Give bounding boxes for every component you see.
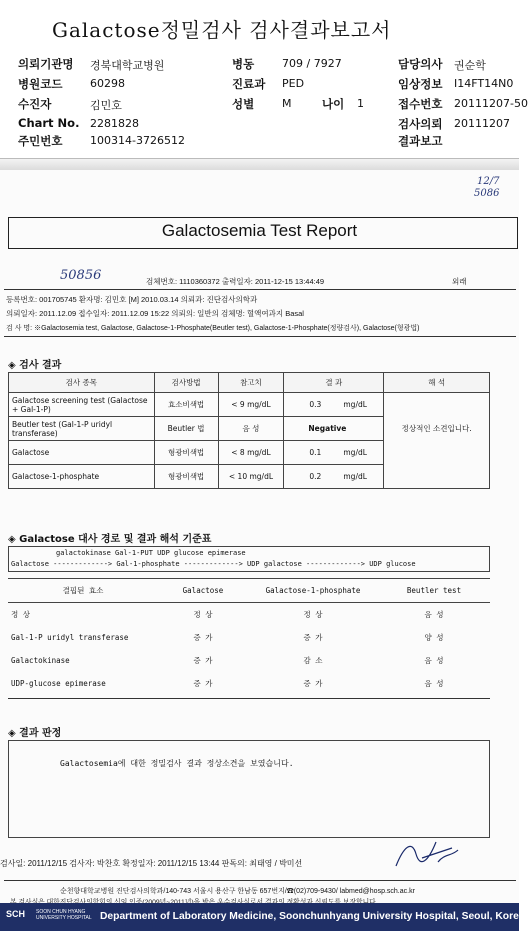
col-interpretation: 해 석: [384, 373, 490, 393]
cell-ref: < 9 mg/dL: [218, 393, 284, 417]
label-institution: 의뢰기관명: [18, 57, 74, 71]
cell-ref: < 8 mg/dL: [218, 441, 284, 465]
cell-beutler: 음 성: [424, 655, 444, 665]
table-row: [8, 649, 490, 672]
report-heading: Galactosemia Test Report: [161, 221, 358, 240]
result-unit: mg/dL: [343, 400, 367, 409]
value-ward: 709 / 7927: [282, 57, 342, 70]
value-chart-no: 2281828: [90, 117, 139, 130]
label-hospital-code: 병원코드: [18, 77, 63, 91]
cell-gal1p: 증 가: [303, 632, 323, 642]
cell-beutler: 음 성: [424, 609, 444, 619]
cell-beutler: 양 성: [424, 632, 444, 642]
cell-gal1p: 증 가: [303, 678, 323, 688]
cell-galactose: 증 가: [193, 678, 213, 688]
pathway-enzymes: galactokinase Gal-1-PUT UDP glucose epimerase: [56, 549, 246, 557]
table-row: [8, 626, 490, 649]
hospital-logo-icon: SCH: [6, 909, 26, 919]
address-line: 순천향대학교병원 진단검사의학과/140-743 서울시 용산구 한남동 657번지/☎(02)709-9430/ labmed@hosp.sch.ac.kr: [60, 888, 415, 895]
meta-dates: 의뢰일자: 2011.12.09 접수일자: 2011.12.09 15:22 의뢰의: 일반의 검체명: 혈액여과지 Basal: [6, 309, 304, 318]
cell-result: [284, 417, 384, 441]
result-value: 0.3: [309, 400, 322, 409]
table-row: [9, 393, 490, 417]
col-reference: 참고치: [218, 373, 284, 393]
col-galactose: Galactose: [158, 579, 248, 603]
signature-scribble: [392, 836, 462, 870]
cell-result: [284, 393, 384, 417]
result-unit: mg/dL: [343, 448, 367, 457]
pathway-line: Galactose -------------> Gal-1-phosphate -------------> UDP galactose -------------> UDP glucose: [11, 560, 416, 568]
meta-outpatient: 외래: [452, 277, 467, 286]
col-gal1p: Galactose-1-phosphate: [248, 579, 378, 603]
section-divider: [0, 158, 519, 170]
cell-item: Galactose screening test (Galactose + Gal-1-P): [9, 393, 155, 417]
cell-enzyme: 정 상: [11, 609, 31, 619]
value-sex: M: [282, 97, 292, 110]
cell-interpretation: 정상적인 소견입니다.: [384, 393, 490, 489]
value-department: PED: [282, 77, 305, 90]
handwritten-specimen-no: 50856: [60, 268, 102, 283]
results-header-row: [9, 373, 490, 393]
col-beutler: Beutler test: [378, 579, 490, 603]
report-title: Galactose정밀검사 검사결과보고서: [52, 18, 392, 42]
cell-gal1p: 정 상: [303, 609, 323, 619]
value-request-date: 20111207: [454, 117, 510, 130]
cell-result: [284, 441, 384, 465]
result-unit: mg/dL: [343, 472, 367, 481]
label-doctor: 담당의사: [398, 57, 443, 71]
cell-method: Beutler 법: [154, 417, 218, 441]
label-chart-no: Chart No.: [18, 116, 80, 130]
col-method: 검사방법: [154, 373, 218, 393]
value-hospital-code: 60298: [90, 77, 125, 90]
value-receipt-no: 20111207-50: [454, 97, 528, 110]
meta-registration: 등록번호: 001705745 환자명: 김민호 [M] 2010.03.14 의뢰과: 진단검사의학과: [6, 295, 258, 304]
cell-ref: 음 성: [218, 417, 284, 441]
label-receipt-no: 접수번호: [398, 97, 443, 111]
col-result: 결 과: [284, 373, 384, 393]
value-clinical-info: I14FT14N0: [454, 77, 514, 90]
result-value: 0.1: [309, 448, 322, 457]
cell-ref: < 10 mg/dL: [218, 465, 284, 489]
cell-beutler: 음 성: [424, 678, 444, 688]
meta-specimen: 검체번호: 1110360372 출력일자: 2011-12-15 13:44:49: [146, 277, 325, 286]
results-table: [8, 372, 490, 489]
cell-result: [284, 465, 384, 489]
cell-item: Galactose-1-phosphate: [9, 465, 155, 489]
cell-galactose: 증 가: [193, 632, 213, 642]
meta-tests: 검 사 명: ※Galactosemia test, Galactose, Galactose-1-Phosphate(Beutler test), Galactose-1-Phosphate(정량검사), Galactose(형광법): [6, 325, 420, 332]
col-item: 검사 종목: [9, 373, 155, 393]
cell-method: 형광비색법: [154, 465, 218, 489]
cell-enzyme: Galactokinase: [11, 655, 70, 665]
label-patient: 수진자: [18, 97, 52, 111]
cell-enzyme: Gal-1-P uridyl transferase: [11, 632, 129, 642]
label-ward: 병동: [232, 57, 255, 71]
results-heading: ◈ 검사 결과: [8, 360, 62, 371]
value-institution: 경북대학교병원: [90, 59, 165, 72]
label-department: 진료과: [232, 77, 266, 91]
table-row: [8, 603, 490, 626]
cell-method: 형광비색법: [154, 441, 218, 465]
table-row: [8, 672, 490, 695]
cell-galactose: 정 상: [193, 609, 213, 619]
enzyme-table: [8, 578, 490, 695]
cell-enzyme: UDP-glucose epimerase: [11, 678, 106, 688]
value-patient: 김민호: [90, 99, 122, 112]
judgement-box: [8, 740, 490, 838]
label-sex: 성별: [232, 97, 255, 111]
pathway-heading: ◈ Galactose 대사 경로 및 결과 해석 기준표: [8, 534, 212, 545]
handwritten-note: 12/7 5086: [474, 176, 500, 199]
hospital-small-name: SOON CHUN HYANG UNIVERSITY HOSPITAL: [36, 909, 92, 921]
cell-method: 효소비색법: [154, 393, 218, 417]
footer-department: Department of Laboratory Medicine, Soonchunhyang University Hospital, Seoul, Korea: [100, 911, 525, 922]
value-doctor: 권순학: [454, 59, 486, 72]
enzyme-header-row: [8, 579, 490, 603]
cell-galactose: 증 가: [193, 655, 213, 665]
signature-line: 검사일: 2011/12/15 검사자: 박찬호 확정일자: 2011/12/15 13:44 판독의: 최태영 / 박미선: [0, 859, 303, 868]
label-resident-no: 주민번호: [18, 134, 63, 148]
result-value: 0.2: [309, 472, 322, 481]
label-age: 나이: [322, 97, 345, 111]
label-result-report: 결과보고: [398, 134, 443, 148]
value-age: 1: [357, 97, 364, 110]
cell-item: Beutler test (Gal-1-P uridyl transferase): [9, 417, 155, 441]
cell-item: Galactose: [9, 441, 155, 465]
cell-gal1p: 감 소: [303, 655, 323, 665]
col-deficient-enzyme: 결핍된 효소: [8, 579, 158, 603]
judgement-heading: ◈ 결과 판정: [8, 728, 62, 739]
judgement-text: Galactosemia에 대한 정밀검사 결과 정상소견을 보였습니다.: [60, 759, 294, 768]
label-request-date: 검사의뢰: [398, 117, 443, 131]
label-clinical-info: 임상정보: [398, 77, 443, 91]
result-value: Negative: [308, 424, 347, 433]
value-resident-no: 100314-3726512: [90, 134, 185, 147]
